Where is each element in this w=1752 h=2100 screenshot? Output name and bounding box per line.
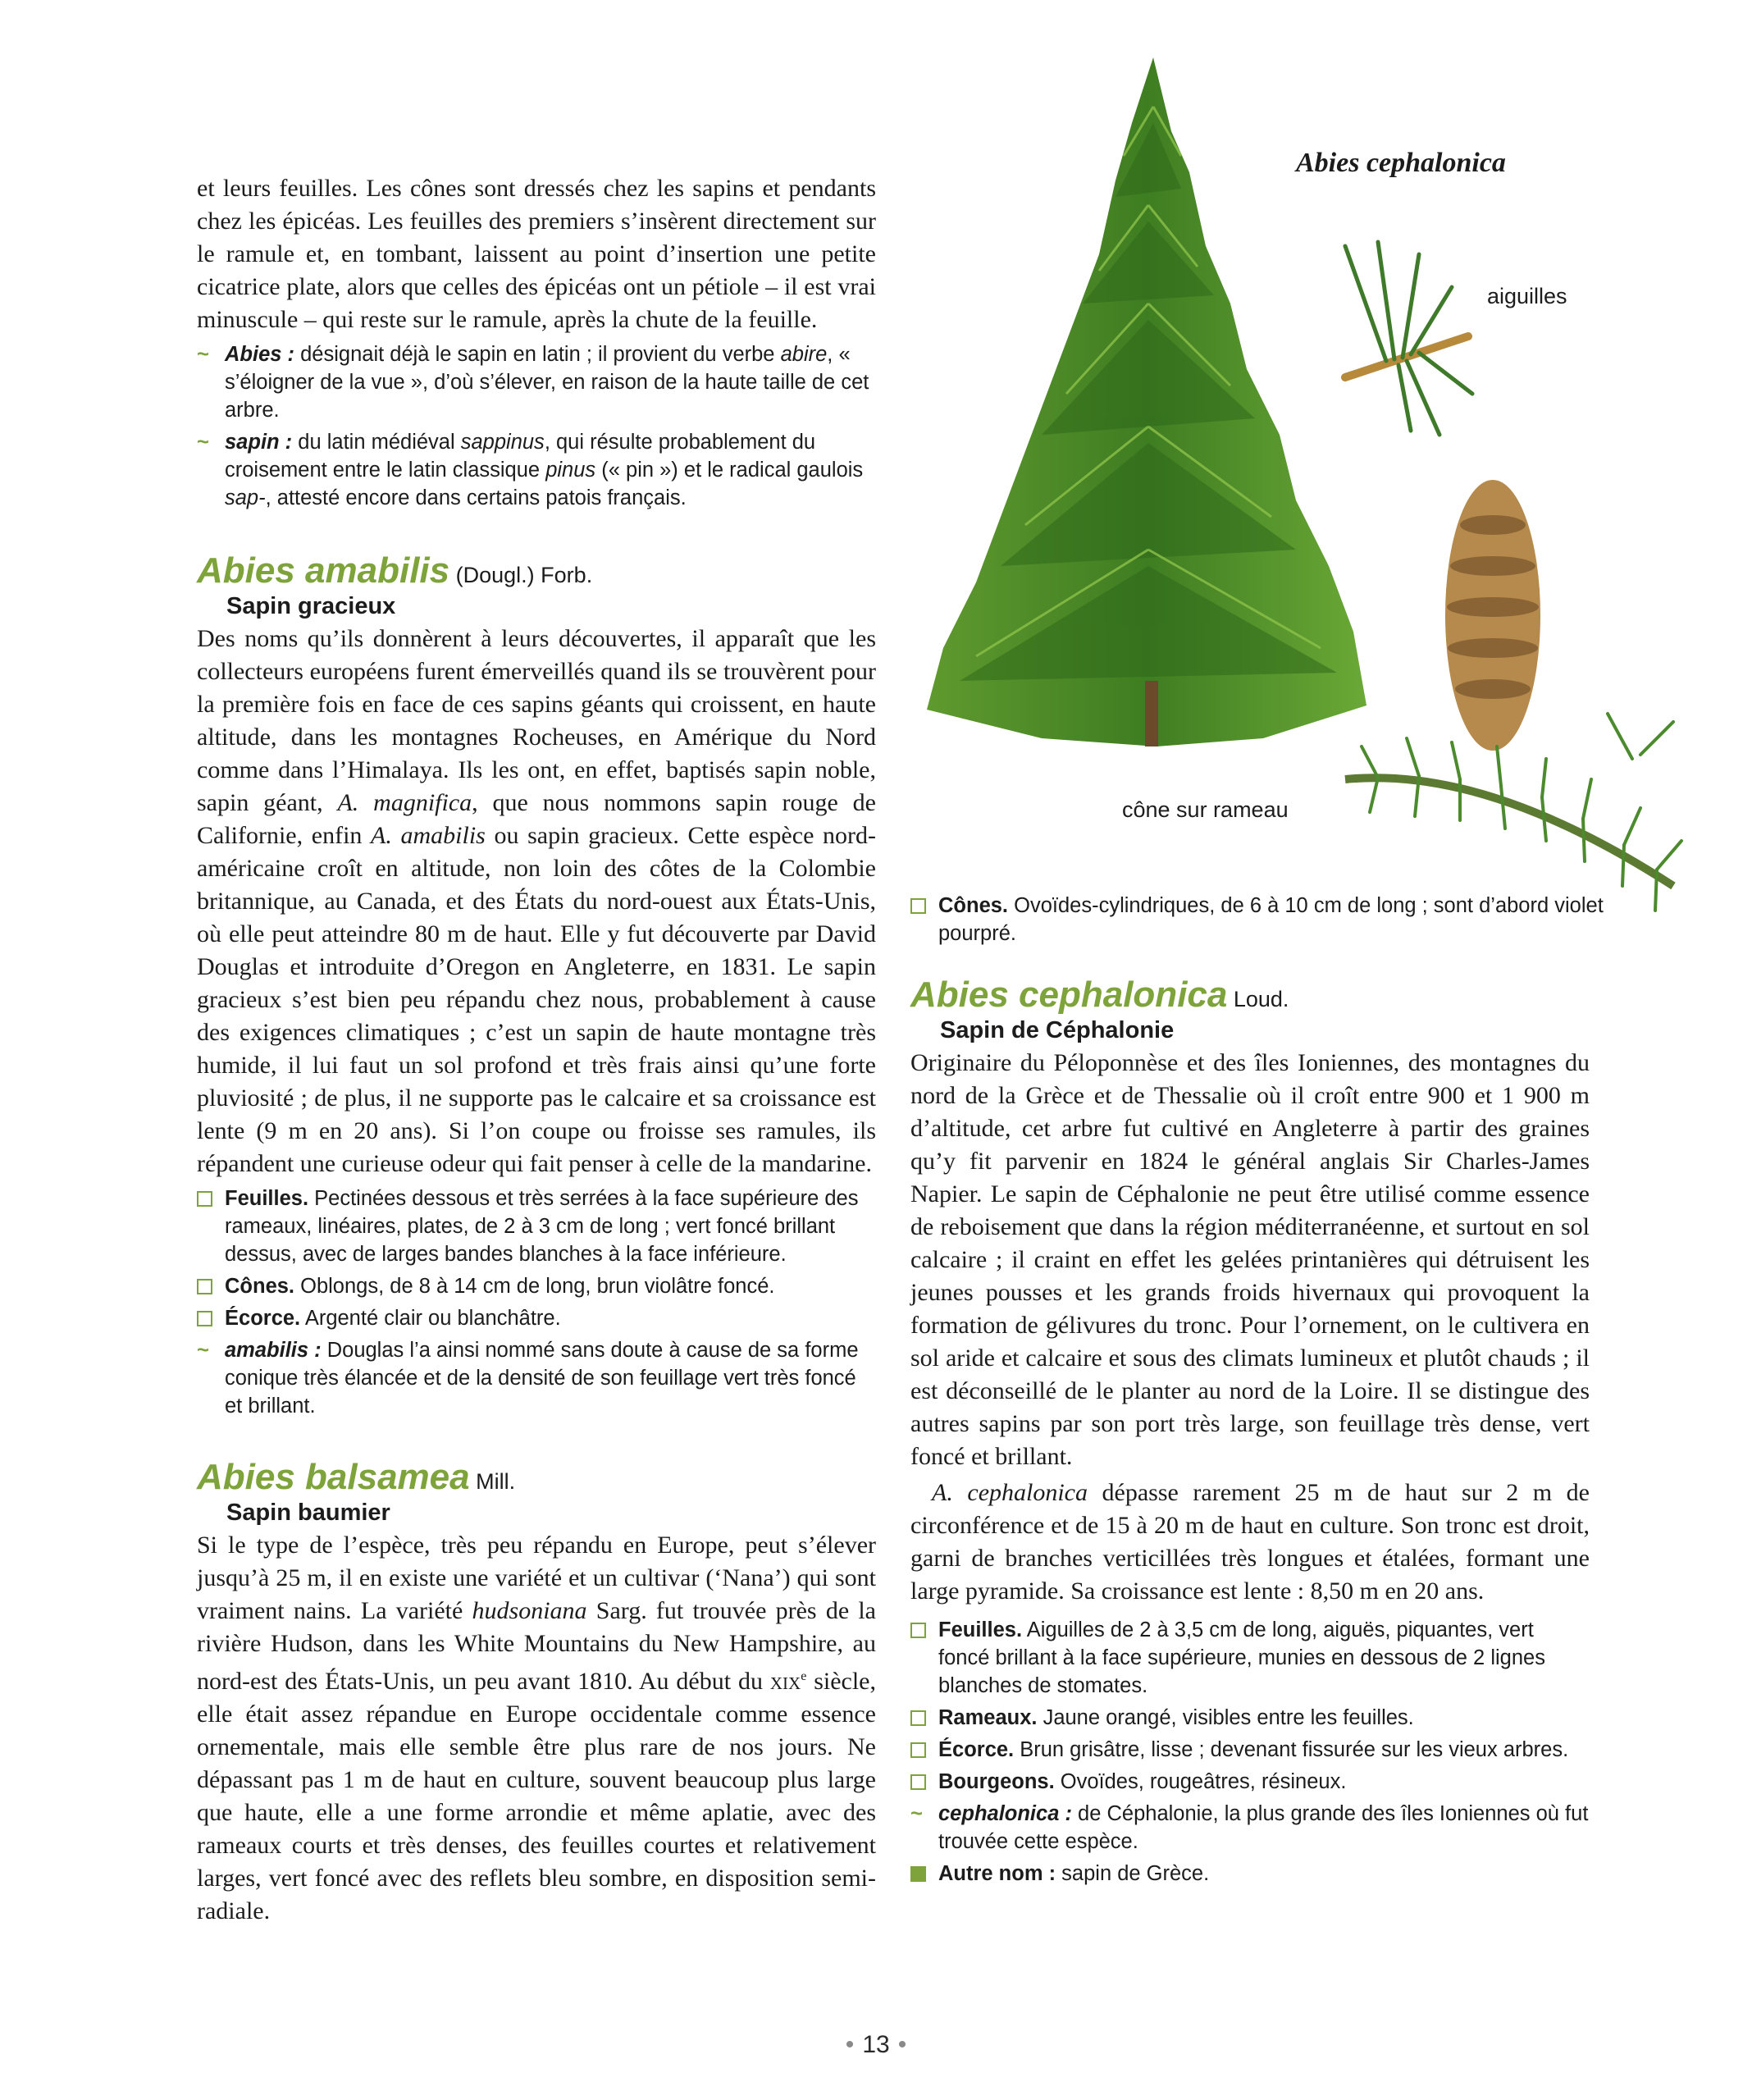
species-heading-amabilis xyxy=(197,550,876,591)
checkbox-bullet-icon xyxy=(197,1279,212,1294)
species-name: Abies balsamea xyxy=(197,1457,470,1497)
other-name-note: Autre nom : sapin de Grèce. xyxy=(910,1860,1590,1888)
trait-feuilles: Feuilles. Pectinées dessous et très serrées à la face supérieure des rameaux, linéaires, plates, de 2 à 3 cm de long ; vert foncé brillant dessus, avec de larges bandes blanches à la face inférieure. xyxy=(197,1185,876,1268)
trait-ecorce: Écorce. Argenté clair ou blanchâtre. xyxy=(197,1304,876,1332)
needles-label: aiguilles xyxy=(1487,284,1567,308)
trait-ecorce: Écorce. Brun grisâtre, lisse ; devenant fissurée sur les vieux arbres. xyxy=(910,1736,1590,1764)
common-name: Sapin gracieux xyxy=(226,593,396,619)
checkbox-bullet-icon xyxy=(910,1623,926,1638)
common-name: Sapin baumier xyxy=(226,1500,390,1526)
etymology-term: Abies : xyxy=(225,343,295,366)
species-heading-balsamea xyxy=(197,1457,876,1498)
tilde-icon: ~ xyxy=(910,1802,923,1825)
checkbox-bullet-icon xyxy=(910,1742,926,1758)
needles-illustration xyxy=(1329,238,1485,443)
species-author: Mill. xyxy=(469,1469,516,1494)
balsamea-description: Si le type de l’espèce, très peu répandu en Europe, peut s’élever jusqu’à 25 m, il en existe une variété et un cultivar (‘Nana’) qui sont vraiment nains. La variété hudsoniana Sarg. fut trouvée près de la rivière Hudson, dans les White Mountains du New Hampshire, au nord-est des États-Unis, un peu avant 1810. Au début du xix$^e$ siècle, elle était assez répandue en Europe occidentale comme essence ornementale, mais elle semble être plus rare de nos jours. Ne dépassant pas 1 m de haut en culture, souvent beaucoup plus large que haute, elle a une forme arrondie et même aplatie, avec des rameaux courts et très denses, des feuilles courtes et relativement larges, vert foncé avec des reflets bleu sombre, en disposition semi-radiale. xyxy=(197,1532,877,1924)
right-column xyxy=(910,975,1590,1892)
species-name: Abies cephalonica xyxy=(910,975,1228,1015)
common-name: Sapin de Céphalonie xyxy=(940,1017,1175,1043)
tilde-icon: ~ xyxy=(197,343,209,366)
trait-rameaux: Rameaux. Jaune orangé, visibles entre les feuilles. xyxy=(910,1704,1590,1732)
etymology-note-sapin: ~ sapin : du latin médiéval sappinus, qui résulte probablement du croisement entre le latin classique pinus (« pin ») et le radical gaulois sap-, attesté encore dans certains patois français. xyxy=(197,428,876,512)
trait-cones: Cônes. Oblongs, de 8 à 14 cm de long, brun violâtre foncé. xyxy=(197,1272,876,1300)
amabilis-description: Des noms qu’ils donnèrent à leurs découvertes, il apparaît que les collecteurs européens furent émerveillés quand ils se trouvèrent pour la première fois en face de ces sapins géants qui croissent, en haute altitude, dans les montagnes Rocheuses, en Amérique du Nord comme dans l’Himalaya. Ils les ont, en effet, baptisés sapin noble, sapin géant, A. magnifica, que nous nommons sapin rouge de Californie, enfin A. amabilis ou sapin gracieux. Cette espèce nord-américaine croît en altitude, non loin des côtes de la Colombie britannique, au Canada, et des États du nord-ouest aux États-Unis, où elle peut atteindre 80 m de haut. Elle y fut découverte par David Douglas et introduite d’Oregon en Angleterre, en 1831. Le sapin gracieux s’est bien peu répandu chez nous, probablement à cause des exigences climatiques ; c’est un sapin de haute montagne très humide, il lui faut un sol profond et très frais ainsi qu’une forte pluviosité ; de plus, il ne supporte pas le calcaire et sa croissance est lente (9 m en 20 ans). Si l’on coupe ou froisse ses ramules, ils répandent une curieuse odeur qui fait penser à celle de la mandarine. xyxy=(197,625,876,1177)
checkbox-bullet-icon xyxy=(197,1191,212,1207)
checkbox-bullet-icon xyxy=(910,1774,926,1790)
fir-tree-illustration xyxy=(910,57,1370,755)
trait-feuilles: Feuilles. Aiguilles de 2 à 3,5 cm de long, aiguës, piquantes, vert foncé brillant à la face supérieure, munies en dessous de 2 lignes blanches de stomates. xyxy=(910,1616,1590,1700)
etymology-note-cephalonica: ~ cephalonica : de Céphalonie, la plus grande des îles Ioniennes où fut trouvée cette espèce. xyxy=(910,1800,1590,1856)
cone-on-branch-illustration xyxy=(1329,476,1706,935)
etymology-term: sapin : xyxy=(225,431,293,454)
cephalonica-description-2: A. cephalonica dépasse rarement 25 m de haut sur 2 m de circonférence et de 15 à 20 m de haut en culture. Son tronc est droit, garni de branches verticillées très longues et étalées, formant une large pyramide. Sa croissance est lente : 8,50 m en 20 ans. xyxy=(910,1479,1590,1605)
etymology-note-amabilis: ~ amabilis : Douglas l’a ainsi nommé sans doute à cause de sa forme conique très élancée et de la densité de son feuillage vert très foncé et brillant. xyxy=(197,1336,876,1420)
species-author: (Dougl.) Forb. xyxy=(449,563,593,587)
species-author: Loud. xyxy=(1227,987,1289,1011)
checkbox-bullet-icon xyxy=(197,1311,212,1326)
figure-title: Abies cephalonica xyxy=(1296,148,1506,178)
trait-bourgeons: Bourgeons. Ovoïdes, rougeâtres, résineux. xyxy=(910,1768,1590,1796)
etymology-note-abies: ~ Abies : désignait déjà le sapin en latin ; il provient du verbe abire, « s’éloigner de la vue », d’où s’élever, en raison de la haute taille de cet arbre. xyxy=(197,340,876,424)
cone-label: cône sur rameau xyxy=(1122,797,1289,822)
tilde-icon: ~ xyxy=(197,1339,209,1362)
checkbox-bullet-icon xyxy=(910,1710,926,1726)
left-column xyxy=(197,172,876,1928)
bullet-dot-icon: • xyxy=(897,2031,907,2058)
filled-square-icon xyxy=(910,1866,926,1882)
cephalonica-description: Originaire du Péloponnèse et des îles Ioniennes, des montagnes du nord de la Grèce et de Thessalie où il croît entre 900 et 1 900 m d’altitude, cet arbre fut cultivé en Angleterre à partir des graines qu’y fit parvenir en 1824 le général anglais Sir Charles-James Napier. Le sapin de Céphalonie ne peut être utilisé comme essence de reboisement que dans la région méditerranéenne, et surtout en sol calcaire ; il craint en effet les gelées printanières qui détruisent les jeunes pousses et les grands froids hivernaux qui provoquent la formation de gélivures du tronc. Pour l’ornement, on le cultivera en sol aride et calcaire et sous des climats lumineux et plutôt chauds ; il est déconseillé de le planter au nord de la Loire. Il se distingue des autres sapins par son port très large, son feuillage très dense, vert foncé et brillant. xyxy=(910,1049,1590,1470)
bullet-dot-icon: • xyxy=(845,2031,855,2058)
cones-note: Cônes. Ovoïdes-cylindriques, de 6 à 10 cm de long ; sont d’abord violet pourpré. xyxy=(910,892,1611,947)
species-name: Abies amabilis xyxy=(197,550,450,591)
checkbox-bullet-icon xyxy=(910,898,926,914)
tilde-icon: ~ xyxy=(197,431,209,454)
page-number: • 13 • xyxy=(845,2031,907,2058)
species-heading-cephalonica xyxy=(910,975,1590,1016)
intro-paragraph: et leurs feuilles. Les cônes sont dressés chez les sapins et pendants chez les épicéas. Les feuilles des premiers s’insèrent directement sur le ramule et, en tombant, laissent au point d’insertion une petite cicatrice plate, alors que celles des épicéas ont un pétiole – il est vrai minuscule – qui reste sur le ramule, après la chute de la feuille. xyxy=(197,175,876,333)
